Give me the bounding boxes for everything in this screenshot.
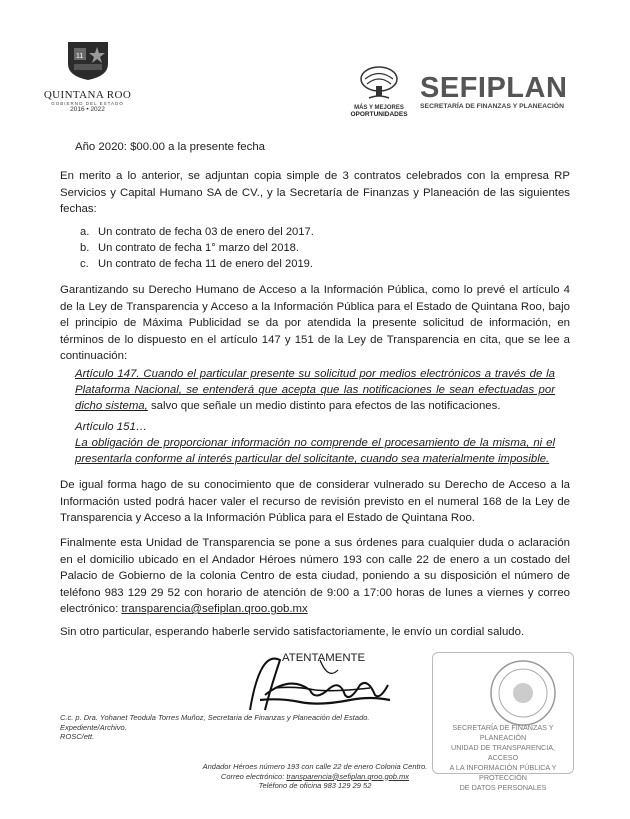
stamp-line-2: UNIDAD DE TRANSPARENCIA, ACCESO bbox=[451, 743, 555, 762]
article-151-title: Artículo 151… bbox=[75, 421, 148, 433]
cc-block bbox=[60, 713, 420, 742]
stamp-line-4: DE DATOS PERSONALES bbox=[459, 783, 547, 792]
footer-email-line: Correo electrónico: transparencia@sefiplan.qroo.gob.mx bbox=[220, 771, 410, 781]
state-subtitle: GOBIERNO DEL ESTADO bbox=[51, 101, 124, 106]
paragraph-contact: Finalmente esta Unidad de Transparencia se pone a sus órdenes para cualquier duda o aclaración en el domicilio ubicado en el Andador Héroes número 193 con calle 22 de enero a un costado del Palacio de Gobierno de la colonia Centro de esta ciudad, poniendo a su disposición el número de teléfono 983 129 29 52 con horario de atención de 9:00 a 17:00 horas de lunes a viernes y correo electrónico: transparencia@sefiplan.qroo.gob.mx bbox=[60, 537, 570, 615]
closing-line: Sin otro particular, esperando haberle servido satisfactoriamente, le envío un cordial saludo. bbox=[60, 626, 525, 638]
article-147: Artículo 147. Cuando el particular presente su solicitud por medios electrónicos a través de la Plataforma Nacional, se entenderá que acepta que las notificaciones le sean efectuadas por dicho sistema, salvo que señale un medio distinto para efectos de las notificaciones. bbox=[75, 368, 555, 413]
signature bbox=[220, 640, 410, 720]
cc-line-2: Expediente/Archivo. bbox=[60, 722, 127, 732]
list-item: c. Un contrato de fecha 11 de enero del 2019. bbox=[80, 258, 313, 270]
state-years: 2016 • 2022 bbox=[70, 106, 105, 113]
sefiplan-subtitle: SECRETARÍA DE FINANZAS Y PLANEACIÓN bbox=[420, 103, 565, 110]
stamp-line-1: SECRETARÍA DE FINANZAS Y PLANEACIÓN bbox=[452, 723, 554, 742]
year-line: Año 2020: $00.00 a la presente fecha bbox=[75, 141, 265, 153]
contact-email-link[interactable]: transparencia@sefiplan.qroo.gob.mx bbox=[121, 603, 308, 615]
footer-phone: Teléfono de oficina 983 129 29 52 bbox=[258, 781, 372, 790]
tagline-1: MÁS Y MEJORES bbox=[354, 105, 404, 111]
article-151-text: La obligación de proporcionar información no comprende el procesamiento de la misma, ni el presentarla conforme al interés particular del solicitante, cuando sea materialmente imposible. bbox=[75, 437, 555, 466]
signoff: ATENTAMENTE bbox=[282, 652, 366, 664]
contract-list bbox=[80, 224, 480, 272]
paragraph-review: De igual forma hago de su conocimiento que de considerar vulnerado su Derecho de Acceso a la Información usted podrá hacer valer el recurso de revisión previsto en el numeral 168 de la Ley de Transparencia y Acceso a la Información Pública para el Estado de Quintana Roo. bbox=[60, 479, 570, 524]
quintana-roo-logo bbox=[40, 38, 135, 113]
tagline-2: OPORTUNIDADES bbox=[350, 111, 408, 118]
stamp-line-3: A LA INFORMACIÓN PÚBLICA Y PROTECCIÓN bbox=[449, 763, 557, 782]
svg-text:11: 11 bbox=[75, 53, 83, 60]
paragraph-contracts: En merito a lo anterior, se adjuntan copia simple de 3 contratos celebrados con la empresa RP Servicios y Capital Humano SA de CV., y la Secretaría de Finanzas y Planeación de las siguientes fechas: bbox=[60, 170, 570, 215]
list-item: a. Un contrato de fecha 03 de enero del 2017. bbox=[80, 226, 314, 238]
cc-line-1: C.c. p. Dra. Yohanet Teodula Torres Muñoz, Secretaria de Finanzas y Planeación del Estado. bbox=[60, 713, 370, 722]
tree-icon bbox=[357, 66, 401, 100]
state-name: QUINTANA ROO bbox=[43, 89, 132, 101]
list-item: b. Un contrato de fecha 1° marzo del 2018. bbox=[80, 242, 299, 254]
footer bbox=[150, 762, 480, 791]
footer-email-link[interactable]: transparencia@sefiplan.qroo.gob.mx bbox=[286, 771, 410, 781]
tree-logo bbox=[343, 66, 415, 118]
cc-line-3: ROSC/ett. bbox=[60, 732, 95, 741]
sefiplan-logo bbox=[420, 74, 580, 110]
state-seal-icon bbox=[64, 38, 112, 82]
footer-address: Andador Héroes número 193 con calle 22 de enero Colonia Centro. bbox=[202, 762, 428, 771]
paragraph-guarantee: Garantizando su Derecho Humano de Acceso a la Información Pública, como lo prevé el artículo 4 de la Ley de Transparencia y Acceso a la Información Pública para el Estado de Quintana Roo, bajo el principio de Máxima Publicidad se da por atendida la presente solicitud de información, en términos de lo dispuesto en el artículo 147 y 151 de la Ley de Transparencia en cita, que se lee a continuación: bbox=[60, 284, 570, 362]
sefiplan-wordmark: SEFIPLAN bbox=[420, 72, 568, 104]
stamp bbox=[432, 652, 574, 792]
